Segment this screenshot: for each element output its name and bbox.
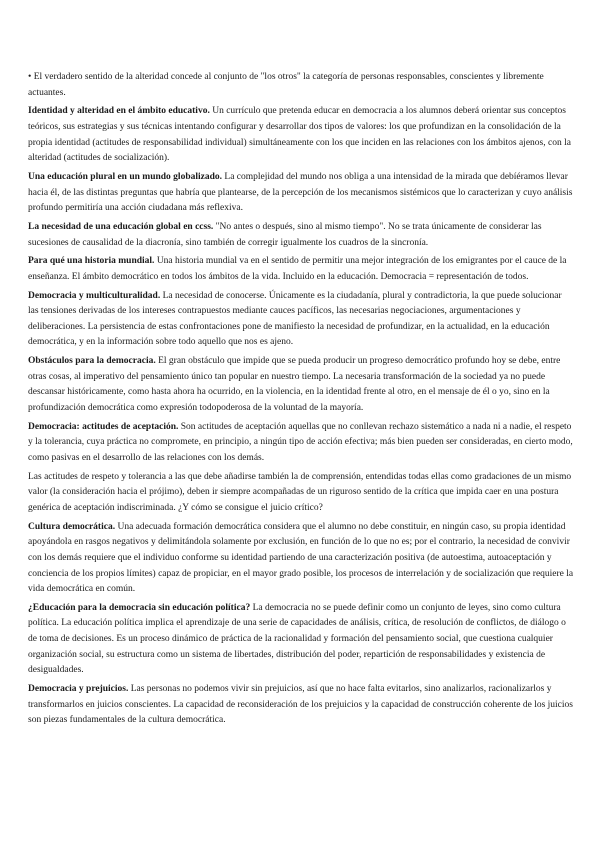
paragraph-identidad xyxy=(28,104,574,166)
paragraph-prejuicios xyxy=(28,682,574,729)
paragraph-heading: ¿Educación para la democracia sin educación política? xyxy=(28,602,251,613)
paragraph-historia-mundial xyxy=(28,254,574,285)
paragraph-text: Son actitudes de aceptación aquellas que no conllevan rechazo sistemático a nada ni a nadie, el respeto y la tolerancia, cuya práctica no compromete, en principio, a ningún tipo de acción efectiva; más bien pueden ser consideradas, en cierto modo, como pasivas en el desarrollo de las relaciones con los demás. xyxy=(28,421,573,463)
paragraph-heading: Cultura democrática. xyxy=(28,521,116,532)
paragraph-text: Una adecuada formación democrática considera que el alumno no debe constituir, en ningún caso, su propia identidad apoyándola en rasgos negativos y delimitándola solamente por exclusión, en función de lo que no es; por el contrario, la necesidad de convivir con los demás requiere que el individuo conforme su identidad partiendo de una caracterización positiva (de autoestima, autoaceptación y conciencia de los propios límites) capaz de propiciar, en el mayor grado posible, los procesos de interrelación y de socialización que requiere la vida democrática en común. xyxy=(28,521,574,595)
paragraph-text: La complejidad del mundo nos obliga a una intensidad de la mirada que debíéramos llevar hacia él, de las distintas preguntas que habría que plantearse, de la percepción de los mecanismos sistémicos que lo caracterizan y cuyo análisis profundo permitiría una acción ciudadana más reflexiva. xyxy=(28,171,573,214)
paragraph-multiculturalidad xyxy=(28,289,574,351)
paragraph-educacion-global xyxy=(28,220,574,251)
paragraph-obstaculos xyxy=(28,354,574,416)
paragraph-heading: Para qué una historia mundial. xyxy=(28,256,155,267)
paragraph-heading: La necesidad de una educación global en ccss. xyxy=(28,221,214,232)
paragraph-actitudes-aceptacion xyxy=(28,420,574,467)
paragraph-heading: Una educación plural en un mundo globalizado. xyxy=(28,171,223,182)
document-page xyxy=(28,70,574,732)
paragraph-alteridad-bullet xyxy=(28,70,574,101)
paragraph-heading: Identidad y alteridad en el ámbito educativo. xyxy=(28,106,210,117)
paragraph-heading: Democracia: actitudes de aceptación. xyxy=(28,421,179,432)
paragraph-educacion-plural xyxy=(28,170,574,217)
paragraph-text: Las actitudes de respeto y tolerancia a las que debe añadirse también la de comprensión, entendidas todas ellas como gradaciones de un mismo valor (la consideración hacia el prójimo), deben ir siempre acompañadas de un riguroso sentido de la crítica que impida caer en una postura genérica de aceptación indiscriminada. ¿Y cómo se consigue el juicio crítico? xyxy=(28,471,572,513)
paragraph-heading: Obstáculos para la democracia. xyxy=(28,356,156,367)
paragraph-heading: Democracia y prejuicios. xyxy=(28,684,129,695)
paragraph-text: Las personas no podemos vivir sin prejuicios, así que no hace falta evitarlos, sino analizarlos, racionalizarlos y transformarlos en juicios conscientes. La capacidad de reconsideración de los prejuicios y la capacidad de construcción coherente de los juicios son piezas fundamentales de la cultura democrática. xyxy=(28,684,573,726)
paragraph-cultura-democratica xyxy=(28,520,574,598)
paragraph-educacion-politica xyxy=(28,601,574,679)
paragraph-text: La necesidad de conocerse. Únicamente es la ciudadanía, plural y contradictoria, la que puede solucionar las tensiones derivadas de los intereses contrapuestos mediante cauces pacíficos, las necesarias negociaciones, argumentaciones y deliberaciones. La persistencia de estas confrontaciones pone de manifiesto la necesidad de profundizar, en la actualidad, en la educación democrática, y en la información sobre todo aquello que nos es ajeno. xyxy=(28,290,562,348)
paragraph-text: Un currículo que pretenda educar en democracia a los alumnos deberá orientar sus conceptos teóricos, sus estrategias y sus técnicas intentando configurar y desarrollar dos tipos de valores: los que profundizan en la consolidación de la propia identidad (actitudes de responsabilidad individual) simultáneamente con los que inciden en las relaciones con los ámbitos ajenos, con la alteridad (actitudes de socialización). xyxy=(28,106,571,164)
paragraph-text: El gran obstáculo que impide que se pueda producir un progreso democrático profundo hoy se debe, entre otras cosas, al imperativo del pensamiento único tan popular en nuestro tiempo. La necesaria transformación de la sociedad ya no puede descansar históricamente, como hasta ahora ha ocurrido, en la violencia, en la identidad frente al otro, en el mensaje de él o yo, sino en la profundización democrática como expresión todopoderosa de la voluntad de la mayoría. xyxy=(28,356,561,413)
paragraph-text: Una historia mundial va en el sentido de permitir una mejor integración de los emigrantes por el cauce de la enseñanza. El ámbito democrático en todos los ámbitos de la vida. Incluido en la educación. Democracia = representación de todos. xyxy=(28,256,567,282)
paragraph-respeto-tolerancia xyxy=(28,470,574,517)
bullet-marker: • xyxy=(28,72,32,82)
paragraph-heading: Democracia y multiculturalidad. xyxy=(28,290,161,301)
paragraph-text: "No antes o después, sino al mismo tiempo". No se trata únicamente de considerar las sucesiones de causalidad de la diacronía, sino también de corregir igualmente los cuadros de la sincronía. xyxy=(28,221,542,248)
paragraph-text: El verdadero sentido de la alteridad concede al conjunto de "los otros" la categoría de personas responsables, conscientes y libremente actuantes. xyxy=(28,72,544,98)
paragraph-text: La democracia no se puede definir como un conjunto de leyes, sino como cultura política. La educación política implica el aprendizaje de una serie de capacidades de análisis, crítica, de resolución de conflictos, de diálogo o de toma de decisiones. Es un proceso dinámico de práctica de la racionalidad y formación del pensamiento social, que cuestiona cualquier organización social, su estructura como un sistema de libertades, distribución del poder, repartición de responsabilidades y existencia de desigualdades. xyxy=(28,602,566,676)
